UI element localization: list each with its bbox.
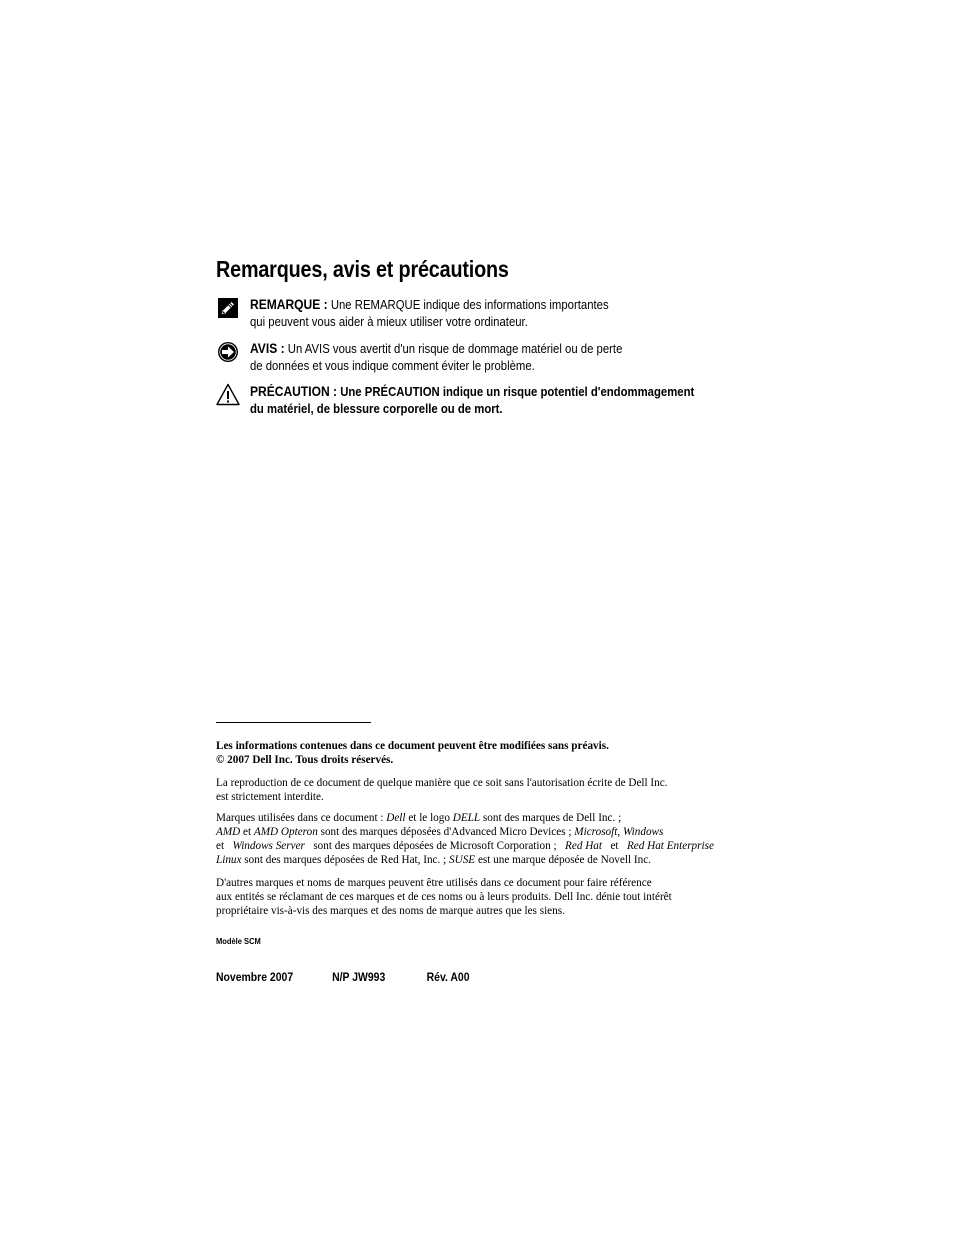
reproduction-notice xyxy=(216,776,736,804)
pencil-note-icon xyxy=(216,296,240,320)
trademark-text: sont des marques déposées de Microsoft Corporation ; xyxy=(313,840,557,852)
warning-triangle-icon xyxy=(214,383,242,407)
part-number: N/P JW993 xyxy=(332,971,386,984)
change-notice xyxy=(216,739,736,767)
model-number: Modèle SCM xyxy=(216,936,261,946)
other-trademarks-text: D'autres marques et noms de marques peuvent être utilisés dans ce document pour faire référence xyxy=(216,877,652,889)
copyright-text: © 2007 Dell Inc. Tous droits réservés. xyxy=(216,754,394,766)
trademark-text: et xyxy=(240,826,254,838)
trademark-name: DELL xyxy=(452,812,481,824)
trademark-name: Dell xyxy=(386,812,406,824)
document-footer xyxy=(216,971,470,984)
other-trademarks-text: propriétaire vis-à-vis des marques et des noms de marque autres que les siens. xyxy=(216,905,565,917)
trademarks-paragraph xyxy=(216,811,736,867)
notice-label: AVIS : xyxy=(250,341,285,356)
trademark-text: , xyxy=(617,826,623,838)
trademark-name: AMD xyxy=(216,826,241,838)
reproduction-text: La reproduction de ce document de quelque manière que ce soit sans l'autorisation écrite de Dell Inc. xyxy=(216,777,668,789)
trademark-name: Windows xyxy=(622,826,664,838)
caution-label: PRÉCAUTION : xyxy=(250,384,338,399)
note-text: Une REMARQUE indique des informations importantes xyxy=(327,298,609,312)
trademark-text: et xyxy=(216,840,225,852)
trademark-text: sont des marques de Dell Inc. ; xyxy=(480,812,622,824)
notice-text: de données et vous indique comment éviter le problème. xyxy=(250,359,535,373)
change-notice-text: Les informations contenues dans ce document peuvent être modifiées sans préavis. xyxy=(216,740,609,752)
trademark-name: Windows Server xyxy=(232,840,305,852)
other-trademarks-paragraph xyxy=(216,876,736,918)
revision: Rév. A00 xyxy=(426,971,470,984)
caution-text: Une PRÉCAUTION indique un risque potentiel d'endommagement xyxy=(337,385,695,399)
trademark-name: AMD Opteron xyxy=(253,826,318,838)
notice-text: Un AVIS vous avertit d'un risque de dommage matériel ou de perte xyxy=(284,342,623,356)
caution-text: du matériel, de blessure corporelle ou de mort. xyxy=(250,402,503,416)
trademark-text: Marques utilisées dans ce document : xyxy=(216,812,387,824)
trademark-name: Red Hat xyxy=(565,840,603,852)
other-trademarks-text: aux entités se réclamant de ces marques et de ces noms ou à leurs produits. Dell Inc. dénie tout intérêt xyxy=(216,891,672,903)
trademark-text: sont des marques déposées d'Advanced Micro Devices ; xyxy=(317,826,575,838)
note-text: qui peuvent vous aider à mieux utiliser votre ordinateur. xyxy=(250,315,528,329)
trademark-text: et le logo xyxy=(405,812,453,824)
footnote-divider xyxy=(216,722,371,723)
trademark-name: Linux xyxy=(216,854,242,866)
trademark-name: Red Hat Enterprise xyxy=(626,840,714,852)
reproduction-text: est strictement interdite. xyxy=(216,791,324,803)
publication-date: Novembre 2007 xyxy=(216,971,294,984)
trademark-text: est une marque déposée de Novell Inc. xyxy=(475,854,651,866)
trademark-text: sont des marques déposées de Red Hat, Inc. ; xyxy=(241,854,450,866)
trademark-name: SUSE xyxy=(449,854,476,866)
arrow-circle-icon xyxy=(216,340,240,364)
page-title: Remarques, avis et précautions xyxy=(216,256,509,282)
trademark-name: Microsoft xyxy=(574,826,618,838)
trademark-text: et xyxy=(610,840,619,852)
note-label: REMARQUE : xyxy=(250,297,328,312)
